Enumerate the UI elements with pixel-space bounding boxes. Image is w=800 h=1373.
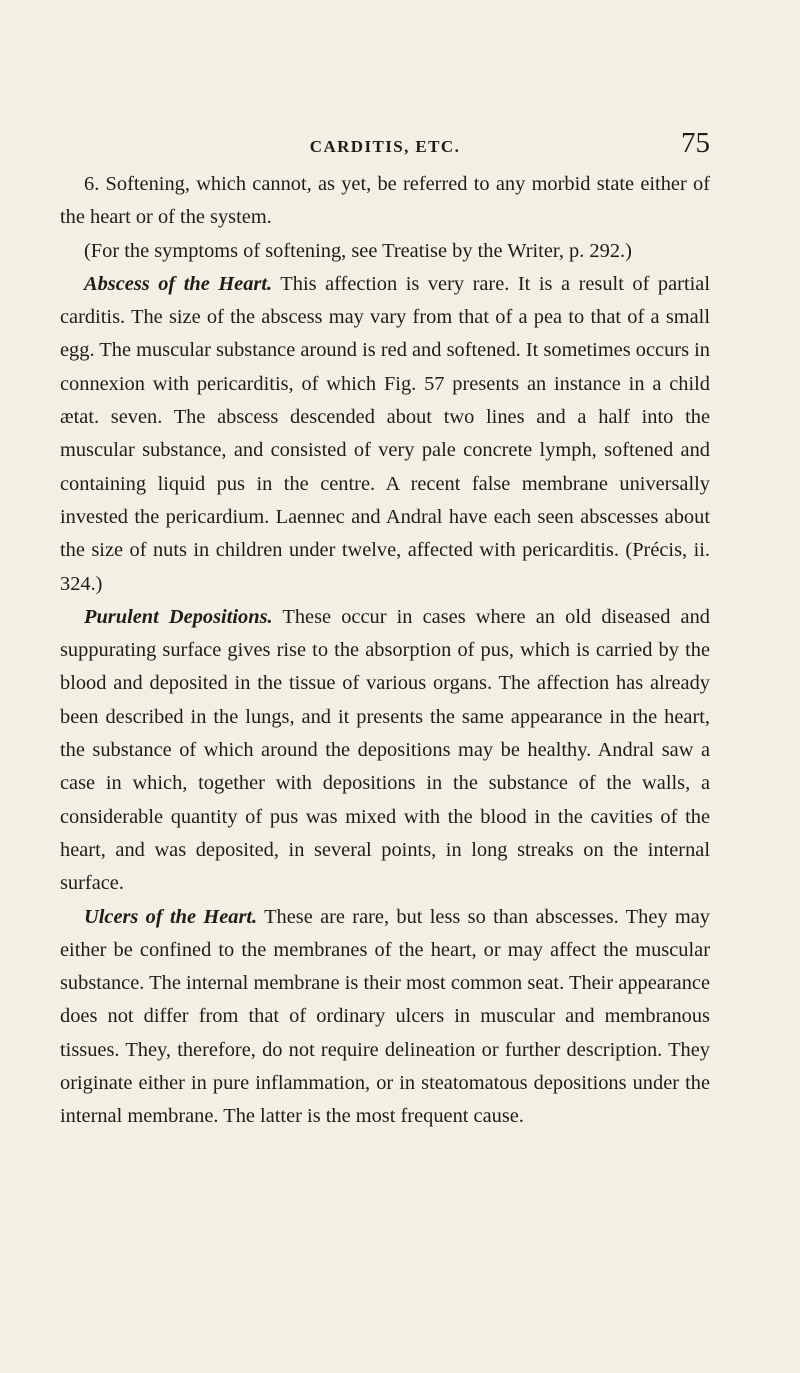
paragraph-text: These occur in cases where an old diseased and suppurating surface gives rise to the absorption of pus, which is carried by the blood and deposited in the tissue of various organs. The affection has already been described in the lungs, and it presents the same appearance in the heart, the substance of which around the depositions may be healthy. Andral saw a case in which, together with depositions in the substance of the walls, a considerable quantity of pus was mixed with the blood in the cavities of the heart, and was deposited, in several points, in long streaks on the internal surface. — [60, 605, 710, 895]
section-heading-purulent-depositions: Purulent Depositions. — [84, 605, 273, 628]
paragraph-text: These are rare, but less so than abscesses. They may either be confined to the membranes of the heart, or may affect the muscular substance. The internal membrane is their most common seat. Their appearance does not differ from that of ordinary ulcers in muscular and membranous tissues. They, therefore, do not require delineation or further description. They originate either in pure inflammation, or in steatomatous depositions under the internal membrane. The latter is the most frequent cause. — [60, 905, 710, 1128]
section-heading-abscess: Abscess of the Heart. — [84, 272, 273, 295]
paragraph-text: (For the symptoms of softening, see Treatise by the Writer, p. 292.) — [84, 239, 632, 262]
paragraph-softening — [60, 168, 710, 235]
paragraph-text: This affection is very rare. It is a result of partial carditis. The size of the abscess may vary from that of a pea to that of a small egg. The muscular substance around is red and softened. It sometimes occurs in connexion with pericarditis, of which Fig. 57 presents an instance in a child ætat. seven. The abscess descended about two lines and a half into the muscular substance, and consisted of very pale concrete lymph, softened and containing liquid pus in the centre. A recent false membrane universally invested the pericardium. Laennec and Andral have each seen abscesses about the size of nuts in children under twelve, affected with pericarditis. (Précis, ii. 324.) — [60, 272, 710, 595]
paragraph-ulcers — [60, 901, 710, 1134]
paragraph-text: 6. Softening, which cannot, as yet, be referred to any morbid state either of the heart or of the system. — [60, 173, 710, 229]
paragraph-purulent-depositions — [60, 601, 710, 901]
running-head — [60, 127, 710, 161]
paragraph-abscess — [60, 268, 710, 601]
body-text — [60, 168, 710, 1134]
page-number: 75 — [681, 127, 710, 159]
running-title: CARDITIS, ETC. — [309, 137, 461, 156]
paragraph-softening-reference — [60, 235, 710, 268]
section-heading-ulcers: Ulcers of the Heart. — [84, 905, 258, 928]
